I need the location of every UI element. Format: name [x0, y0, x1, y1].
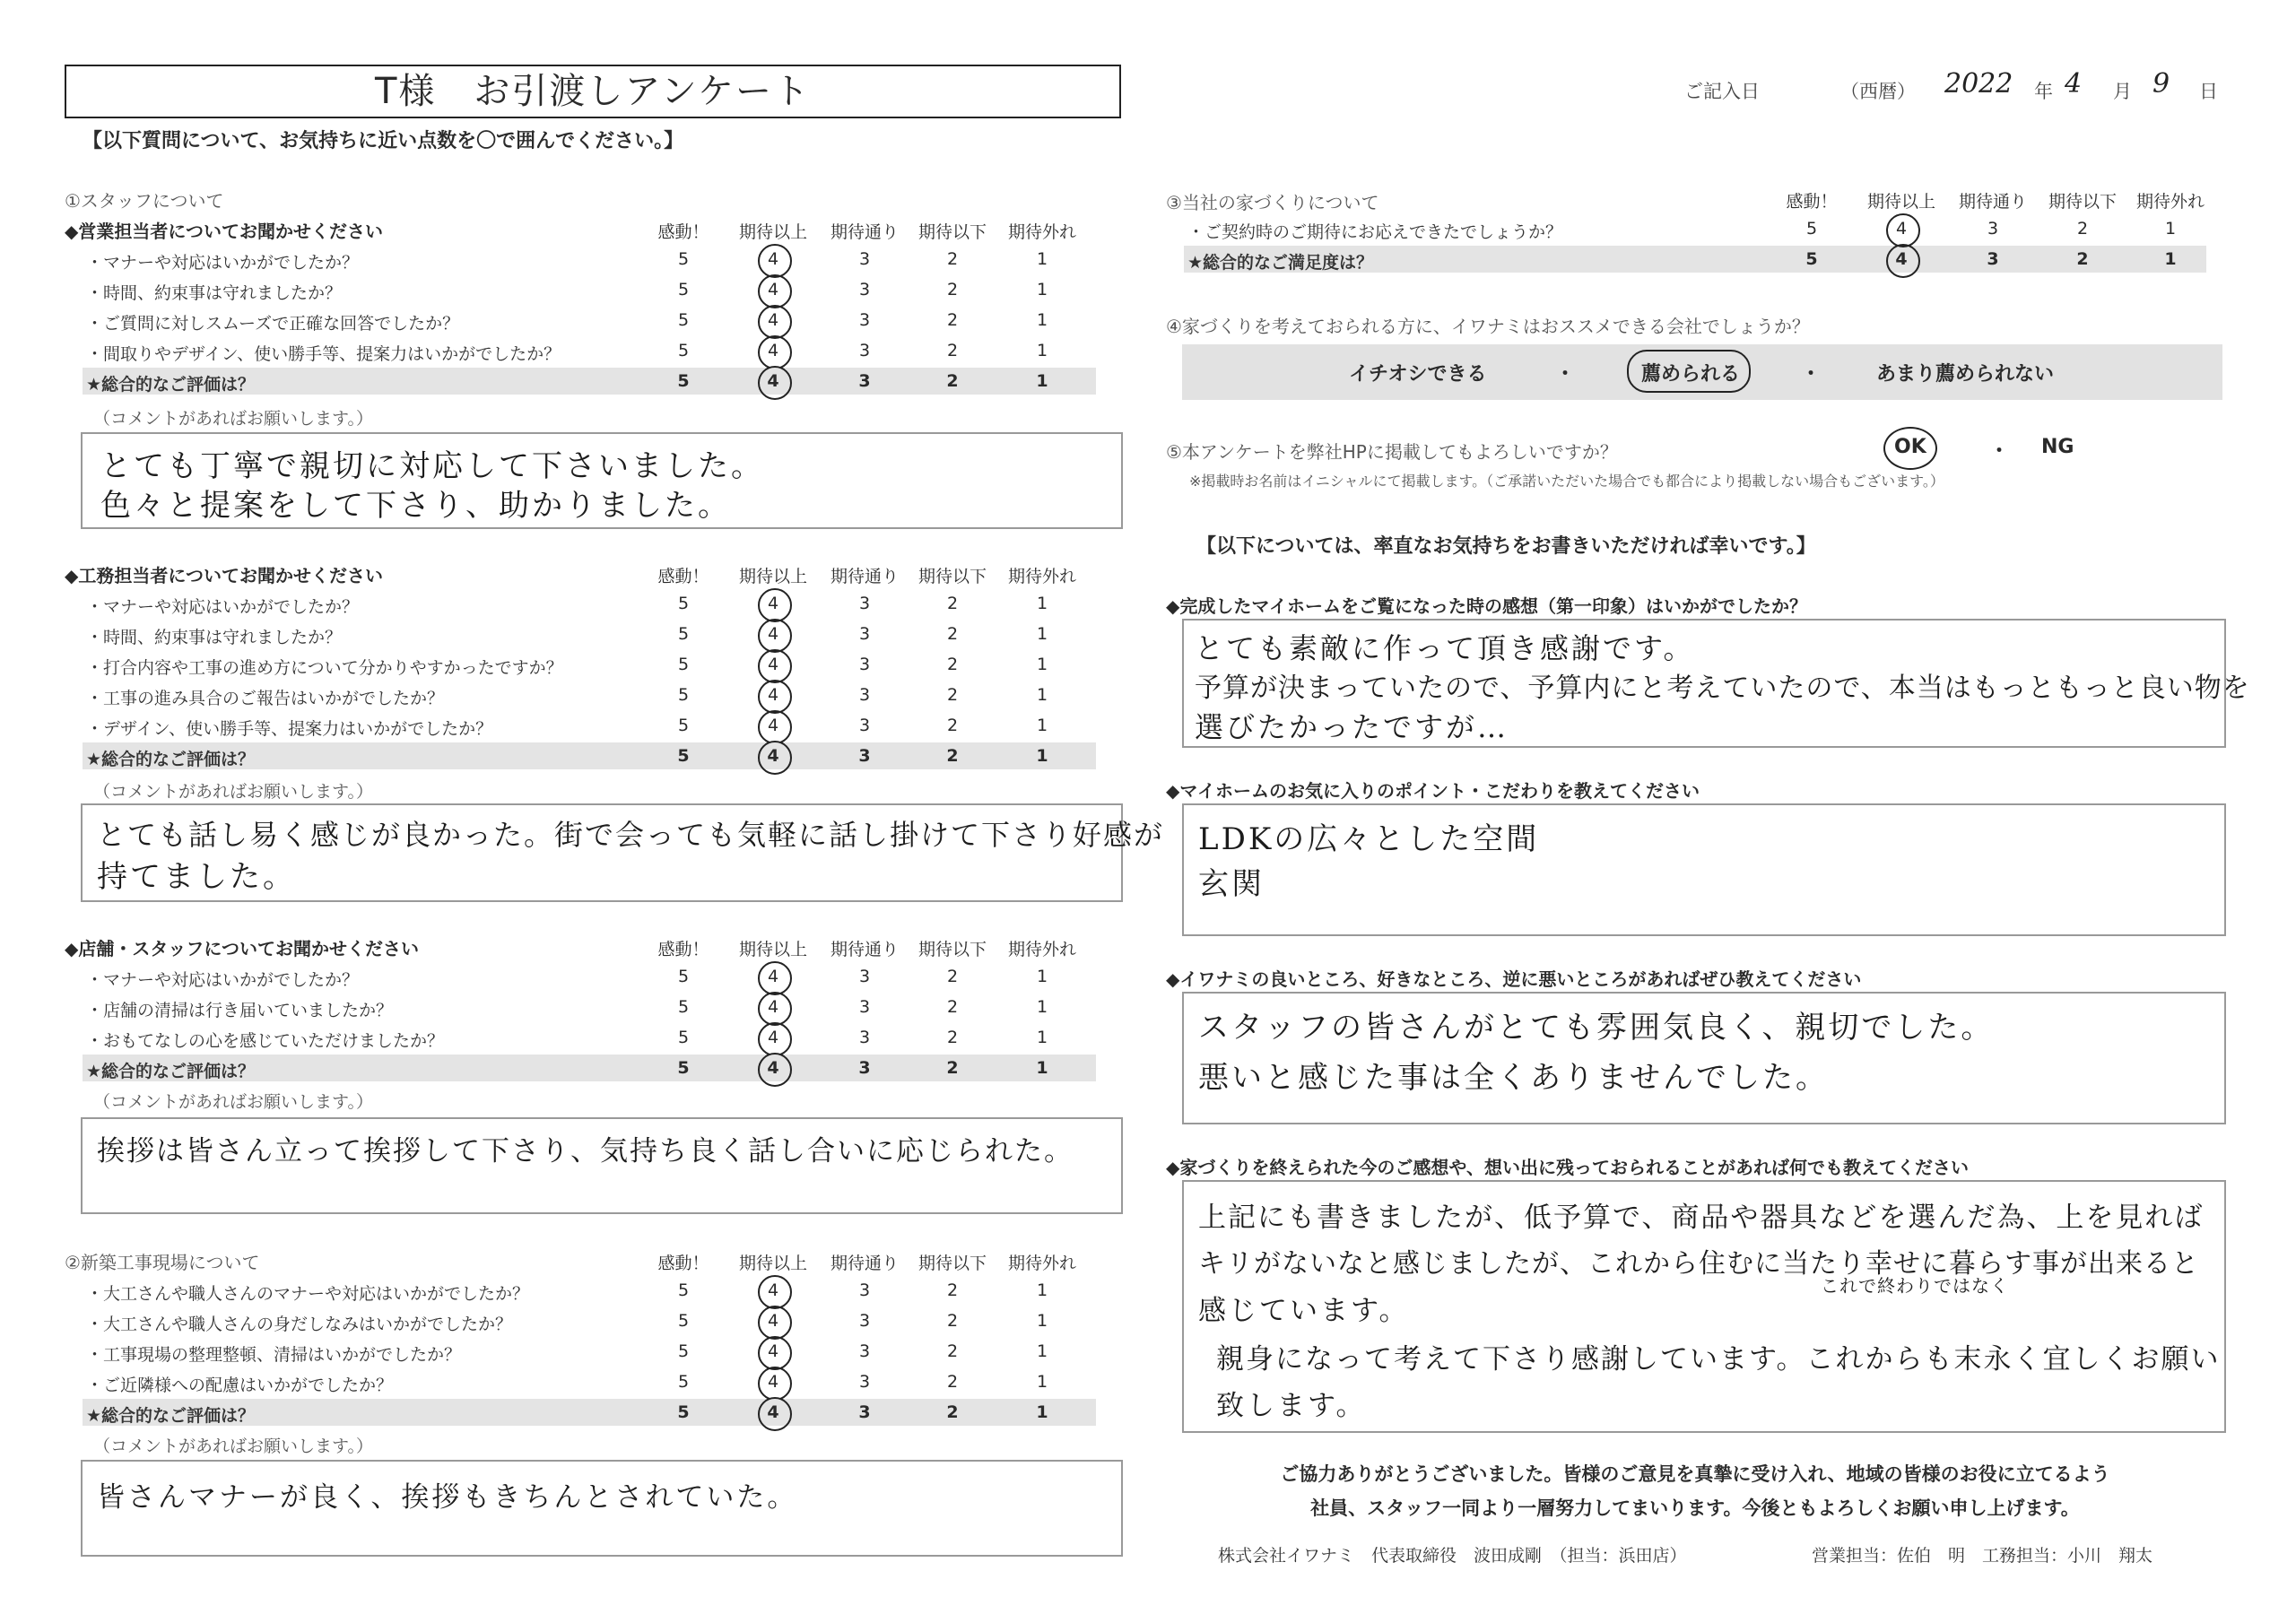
site-comment-line: 皆さんマナーが良く、挨拶もきちんとされていた。: [97, 1481, 798, 1514]
scale-header: 期待外れ: [1007, 940, 1076, 959]
score-option[interactable]: 3: [858, 685, 871, 705]
house-question: ・ご契約時のご期待にお応えできたでしょうか？: [1187, 222, 1563, 242]
total-score-option[interactable]: 3: [858, 1058, 871, 1078]
scale-header: 感動！: [657, 940, 709, 959]
score-option[interactable]: 1: [1036, 1280, 1048, 1300]
good-bad-comment-line: スタッフの皆さんがとても雰囲気良く、親切でした。: [1198, 1010, 1995, 1046]
score-option[interactable]: 1: [2164, 219, 2177, 239]
construction-question: ・マナーや対応はいかがでしたか？: [86, 597, 360, 617]
site-rating-block: [65, 1246, 1123, 1435]
good-bad-heading: ◆イワナミの良いところ、好きなところ、逆に悪いところがあればぜひ教えてください: [1166, 968, 1862, 990]
total-score-option[interactable]: 2: [2076, 249, 2089, 269]
score-option[interactable]: 4: [767, 716, 779, 735]
score-option[interactable]: 2: [946, 967, 959, 986]
favorite-comment-line: 玄関: [1198, 866, 1265, 902]
construction-rating-block: [65, 560, 1123, 779]
selected-score-circle: [758, 619, 792, 653]
score-option[interactable]: 2: [2076, 219, 2089, 239]
footer-line-1: ご協力ありがとうございました。皆様のご意見を真摯に受け入れ、地域の皆様のお役に立てるよう: [1280, 1463, 2110, 1485]
score-option[interactable]: 1: [1036, 655, 1048, 674]
score-option[interactable]: 1: [1036, 1372, 1048, 1392]
total-rating-label: ★総合的なご評価は？: [86, 375, 256, 395]
score-option[interactable]: 4: [767, 341, 779, 360]
publish-ok-circle: [1883, 427, 1937, 470]
score-option[interactable]: 3: [858, 997, 871, 1017]
total-score-option[interactable]: 3: [858, 371, 871, 391]
scale-header: 期待以上: [738, 940, 807, 959]
score-option[interactable]: 3: [858, 594, 871, 613]
selected-score-circle: [758, 1336, 792, 1370]
total-rating-label: ★総合的なご評価は？: [86, 750, 256, 769]
recommend-selected-circle: [1627, 350, 1751, 393]
selected-score-circle: [758, 335, 792, 369]
total-score-option[interactable]: 1: [1036, 1402, 1048, 1422]
score-option[interactable]: 5: [677, 716, 690, 735]
selected-total-circle: [758, 741, 792, 775]
selected-score-circle: [758, 649, 792, 683]
scale-header: 期待外れ: [1007, 1254, 1076, 1273]
publish-heading: ⑤本アンケートを弊社HPに掲載してもよろしいですか？: [1166, 441, 1618, 463]
score-option[interactable]: 5: [677, 1280, 690, 1300]
scale-header: 期待以上: [738, 1254, 807, 1273]
recommend-option-1[interactable]: イチオシできる: [1349, 363, 1487, 386]
scale-header: 期待以上: [1866, 192, 1935, 212]
score-option[interactable]: 2: [946, 249, 959, 269]
house-heading: ③当社の家づくりについて: [1166, 192, 1379, 213]
score-option[interactable]: 3: [858, 655, 871, 674]
scale-header: 期待外れ: [2135, 192, 2205, 212]
good-bad-comment-line: 悪いと感じた事は全くありませんでした。: [1198, 1060, 1829, 1096]
publish-note: ※掲載時お名前はイニシャルにて掲載します。（ご承諾いただいた場合でも都合により掲載しない場合もございます。）: [1189, 473, 1944, 490]
score-option[interactable]: 3: [858, 716, 871, 735]
score-option[interactable]: 2: [946, 655, 959, 674]
score-option[interactable]: 3: [858, 249, 871, 269]
score-option[interactable]: 5: [677, 1028, 690, 1047]
total-rating-label: ★総合的なご評価は？: [86, 1062, 256, 1081]
memories-comment-line: 致します。: [1216, 1390, 1367, 1422]
score-option[interactable]: 4: [767, 997, 779, 1017]
score-option[interactable]: 4: [767, 1028, 779, 1047]
site-question: ・大工さんや職人さんの身だしなみはいかがでしたか？: [86, 1315, 513, 1334]
site-question: ・工事現場の整理整頓、清掃はいかがでしたか？: [86, 1345, 462, 1365]
score-option[interactable]: 3: [1987, 219, 1999, 239]
date-month-unit: 月: [2113, 81, 2132, 102]
score-option[interactable]: 5: [677, 655, 690, 674]
scale-header: 期待以下: [918, 567, 987, 586]
scale-header: 期待以下: [918, 940, 987, 959]
score-option[interactable]: 5: [677, 594, 690, 613]
score-option[interactable]: 2: [946, 997, 959, 1017]
score-option[interactable]: 5: [677, 310, 690, 330]
sales-comment-box: [81, 432, 1123, 529]
score-option[interactable]: 1: [1036, 624, 1048, 644]
total-score-option[interactable]: 2: [946, 1058, 959, 1078]
total-score-option[interactable]: 3: [858, 746, 871, 766]
impression-comment-line: 選びたかったですが…: [1195, 710, 1509, 744]
construction-comment-line: とても話し易く感じが良かった。街で会っても気軽に話し掛けて下さり好感が: [97, 818, 1165, 852]
section-staff-label: ①スタッフについて: [65, 190, 224, 212]
memories-comment-line: 上記にも書きましたが、低予算で、商品や器具などを選んだ為、上を見れば: [1198, 1202, 2205, 1234]
site-comment-note: （コメントがあればお願いします。）: [93, 1436, 373, 1456]
impression-heading: ◆完成したマイホームをご覧になった時の感想（第一印象）はいかがでしたか？: [1166, 595, 1807, 617]
recommend-band: [1182, 344, 2222, 400]
total-score-option[interactable]: 2: [946, 371, 959, 391]
total-score-option[interactable]: 4: [767, 746, 779, 766]
recommend-option-3[interactable]: あまり薦められない: [1876, 363, 2055, 386]
score-option[interactable]: 4: [767, 1280, 779, 1300]
date-month: 4: [2065, 68, 2083, 100]
store-question: ・マナーや対応はいかがでしたか？: [86, 970, 360, 990]
scale-header: 感動！: [657, 1254, 709, 1273]
publish-ng[interactable]: NG: [2041, 436, 2074, 458]
staff-names: 営業担当：佐伯 明 工務担当：小川 翔太: [1812, 1546, 2153, 1566]
total-score-option[interactable]: 2: [946, 1402, 959, 1422]
score-option[interactable]: 5: [677, 280, 690, 299]
score-option[interactable]: 3: [858, 1341, 871, 1361]
score-option[interactable]: 4: [767, 624, 779, 644]
scale-header: 期待以下: [918, 222, 987, 242]
scale-header: 期待以下: [918, 1254, 987, 1273]
score-option[interactable]: 3: [858, 1372, 871, 1392]
score-option[interactable]: 2: [946, 685, 959, 705]
score-option[interactable]: 5: [677, 1311, 690, 1331]
store-question: ・おもてなしの心を感じていただけましたか？: [86, 1031, 445, 1051]
selected-total-circle: [758, 1053, 792, 1087]
memories-comment-line: キリがないなと感じましたが、これから住むに当たり幸せに暮らす事が出来ると: [1198, 1248, 2199, 1280]
scale-header: 期待通り: [830, 940, 899, 959]
score-option[interactable]: 2: [946, 1028, 959, 1047]
score-option[interactable]: 2: [946, 624, 959, 644]
company-signature: 株式会社イワナミ 代表取締役 波田成剛 （担当：浜田店）: [1218, 1546, 1687, 1566]
score-option[interactable]: 2: [946, 594, 959, 613]
total-score-option[interactable]: 5: [1805, 249, 1818, 269]
sales-question: ・間取りやデザイン、使い勝手等、提案力はいかがでしたか？: [86, 344, 561, 364]
score-option[interactable]: 1: [1036, 280, 1048, 299]
memories-comment-box: [1182, 1180, 2226, 1433]
score-option[interactable]: 1: [1036, 1311, 1048, 1331]
selected-total-circle: [758, 1397, 792, 1431]
score-option[interactable]: 2: [946, 1341, 959, 1361]
score-option[interactable]: 5: [677, 997, 690, 1017]
memories-comment-line: 親身になって考えて下さり感謝しています。これからも末永く宜しくお願い: [1216, 1343, 2221, 1376]
total-score-option[interactable]: 4: [767, 1058, 779, 1078]
selected-score-circle: [758, 680, 792, 714]
selected-score-circle: [758, 961, 792, 995]
total-score-option[interactable]: 1: [1036, 371, 1048, 391]
store-comment-box: [81, 1117, 1123, 1214]
score-option[interactable]: 1: [1036, 249, 1048, 269]
score-option[interactable]: 4: [1895, 219, 1908, 239]
score-option[interactable]: 4: [767, 310, 779, 330]
sales-comment-line: 色々と提案をして下さり、助かりました。: [100, 488, 731, 524]
score-option[interactable]: 4: [767, 655, 779, 674]
score-option[interactable]: 1: [1036, 997, 1048, 1017]
favorite-comment-line: LDKの広々とした空間: [1198, 821, 1540, 857]
score-option[interactable]: 4: [767, 1341, 779, 1361]
selected-score-circle: [758, 588, 792, 622]
score-option[interactable]: 3: [858, 341, 871, 360]
recommend-separator: ・: [1801, 363, 1822, 386]
memories-heading: ◆家づくりを終えられた今のご感想や、想い出に残っておられることがあれば何でも教えてください: [1166, 1157, 1969, 1178]
total-score-option[interactable]: 5: [677, 371, 690, 391]
sales-question: ・時間、約束事は守れましたか？: [86, 283, 343, 303]
scale-header: 期待以上: [738, 567, 807, 586]
selected-score-circle: [758, 1306, 792, 1340]
score-option[interactable]: 5: [677, 1372, 690, 1392]
scale-header: 感動！: [657, 567, 709, 586]
sales-heading: ◆営業担当者についてお聞かせください: [65, 221, 383, 242]
construction-question: ・時間、約束事は守れましたか？: [86, 628, 343, 647]
site-heading: ②新築工事現場について: [65, 1252, 260, 1273]
total-score-option[interactable]: 1: [1036, 1058, 1048, 1078]
construction-comment-line: 持てました。: [97, 859, 296, 895]
free-intro: 【以下については、率直なお気持ちをお書きいただければ幸いです。】: [1196, 535, 1816, 558]
scale-header: 期待以下: [2048, 192, 2117, 212]
total-score-option[interactable]: 5: [677, 1402, 690, 1422]
sales-comment-line: とても丁寧で親切に対応して下さいました。: [100, 448, 764, 484]
scale-header: 感動！: [657, 222, 709, 242]
score-option[interactable]: 4: [767, 967, 779, 986]
recommend-option-2[interactable]: 薦められる: [1641, 363, 1741, 386]
date-label: ご記入日: [1684, 81, 1760, 102]
favorite-comment-box: [1182, 803, 2226, 936]
score-option[interactable]: 3: [858, 1028, 871, 1047]
publish-separator: ・: [1989, 440, 2010, 463]
score-option[interactable]: 5: [677, 685, 690, 705]
construction-heading: ◆工務担当者についてお聞かせください: [65, 565, 383, 586]
score-option[interactable]: 4: [767, 1311, 779, 1331]
scale-header: 期待通り: [830, 567, 899, 586]
selected-score-circle: [758, 1367, 792, 1401]
total-score-option[interactable]: 2: [946, 746, 959, 766]
score-option[interactable]: 4: [767, 249, 779, 269]
score-option[interactable]: 4: [767, 280, 779, 299]
construction-question: ・工事の進み具合のご報告はいかがでしたか？: [86, 689, 445, 708]
instructions: 【以下質問について、お気持ちに近い点数を〇で囲んでください。】: [83, 130, 684, 152]
score-option[interactable]: 3: [858, 310, 871, 330]
total-rating-label: ★総合的なご評価は？: [86, 1406, 256, 1426]
score-option[interactable]: 2: [946, 1372, 959, 1392]
score-option[interactable]: 1: [1036, 1028, 1048, 1047]
sales-comment-note: （コメントがあればお願いします。）: [93, 409, 373, 429]
score-option[interactable]: 2: [946, 1311, 959, 1331]
recommend-separator: ・: [1555, 363, 1576, 386]
sales-question: ・ご質問に対しスムーズで正確な回答でしたか？: [86, 314, 460, 334]
score-option[interactable]: 1: [1036, 594, 1048, 613]
store-heading: ◆店舗・スタッフについてお聞かせください: [65, 938, 419, 959]
total-score-option[interactable]: 5: [677, 1058, 690, 1078]
sales-rating-block: [65, 215, 1123, 408]
selected-score-circle: [758, 274, 792, 308]
scale-header: 期待通り: [830, 222, 899, 242]
score-option[interactable]: 4: [767, 1372, 779, 1392]
scale-header: 期待以上: [738, 222, 807, 242]
total-score-option[interactable]: 3: [1987, 249, 1999, 269]
score-option[interactable]: 2: [946, 280, 959, 299]
impression-comment-box: [1182, 619, 2250, 748]
publish-ok[interactable]: OK: [1894, 436, 1926, 458]
scale-header: 感動！: [1786, 192, 1838, 212]
date-day-unit: 日: [2199, 81, 2218, 102]
date-day: 9: [2152, 68, 2170, 100]
survey-title: T様 お引渡しアンケート: [65, 65, 1121, 118]
total-score-option[interactable]: 4: [767, 1402, 779, 1422]
score-option[interactable]: 5: [677, 1341, 690, 1361]
score-option[interactable]: 5: [1805, 219, 1818, 239]
footer-line-2: 社員、スタッフ一同より一層努力してまいります。今後ともよろしくお願い申し上げます。: [1310, 1497, 2080, 1519]
score-option[interactable]: 1: [1036, 310, 1048, 330]
selected-total-circle: [758, 366, 792, 400]
selected-score-circle: [758, 305, 792, 339]
memories-comment-line: 感じています。: [1198, 1295, 1410, 1327]
date-era: （西暦）: [1840, 81, 1916, 102]
score-option[interactable]: 2: [946, 341, 959, 360]
store-rating-block: [65, 933, 1123, 1089]
score-option[interactable]: 2: [946, 310, 959, 330]
scale-header: 期待通り: [830, 1254, 899, 1273]
score-option[interactable]: 3: [858, 1280, 871, 1300]
favorite-heading: ◆マイホームのお気に入りのポイント・こだわりを教えてください: [1166, 780, 1700, 802]
total-score-option[interactable]: 3: [858, 1402, 871, 1422]
total-score-option[interactable]: 5: [677, 746, 690, 766]
score-option[interactable]: 1: [1036, 1341, 1048, 1361]
memories-insert-note: これで終わりではなく: [1821, 1275, 2009, 1297]
score-option[interactable]: 3: [858, 624, 871, 644]
score-option[interactable]: 4: [767, 685, 779, 705]
score-option[interactable]: 5: [677, 341, 690, 360]
score-option[interactable]: 3: [858, 280, 871, 299]
site-comment-box: [81, 1460, 1123, 1557]
score-option[interactable]: 5: [677, 967, 690, 986]
score-option[interactable]: 1: [1036, 341, 1048, 360]
date-year-unit: 年: [2034, 81, 2053, 102]
impression-comment-line: 予算が決まっていたので、予算内にと考えていたので、本当はもっともっと良い物を: [1195, 673, 2250, 704]
selected-score-circle: [1886, 244, 1920, 278]
recommend-heading: ④家づくりを考えておられる方に、イワナミはおススメできる会社でしょうか？: [1166, 316, 1810, 337]
selected-score-circle: [758, 710, 792, 744]
good-bad-comment-box: [1182, 992, 2226, 1124]
construction-comment-box: [81, 803, 1165, 902]
selected-score-circle: [758, 992, 792, 1026]
sales-question: ・マナーや対応はいかがでしたか？: [86, 253, 360, 273]
date-year: 2022: [1944, 68, 2013, 100]
house-total-label: ★総合的なご満足度は？: [1187, 253, 1374, 273]
scale-header: 期待外れ: [1007, 567, 1076, 586]
score-option[interactable]: 3: [858, 967, 871, 986]
score-option[interactable]: 2: [946, 716, 959, 735]
store-question: ・店舗の清掃は行き届いていましたか？: [86, 1001, 394, 1020]
total-score-option[interactable]: 4: [1895, 249, 1908, 269]
score-option[interactable]: 5: [677, 249, 690, 269]
scale-header: 期待外れ: [1007, 222, 1076, 242]
score-option[interactable]: 2: [946, 1280, 959, 1300]
score-option[interactable]: 1: [1036, 967, 1048, 986]
store-comment-note: （コメントがあればお願いします。）: [93, 1092, 373, 1112]
score-option[interactable]: 4: [767, 594, 779, 613]
total-score-option[interactable]: 4: [767, 371, 779, 391]
construction-question: ・打合内容や工事の進め方について分かりやすかったですか？: [86, 658, 563, 678]
construction-comment-note: （コメントがあればお願いします。）: [93, 782, 373, 802]
total-score-option[interactable]: 1: [2164, 249, 2177, 269]
score-option[interactable]: 5: [677, 624, 690, 644]
selected-score-circle: [758, 1022, 792, 1056]
house-rating-block: [1166, 188, 2224, 278]
impression-comment-line: とても素敵に作って頂き感謝です。: [1195, 631, 1695, 665]
site-question: ・大工さんや職人さんのマナーや対応はいかがでしたか？: [86, 1284, 530, 1304]
total-score-option[interactable]: 1: [1036, 746, 1048, 766]
selected-score-circle: [1886, 213, 1920, 247]
selected-score-circle: [758, 244, 792, 278]
site-question: ・ご近隣様への配慮はいかがでしたか？: [86, 1376, 394, 1395]
selected-score-circle: [758, 1275, 792, 1309]
score-option[interactable]: 1: [1036, 685, 1048, 705]
scale-header: 期待通り: [1958, 192, 2027, 212]
construction-question: ・デザイン、使い勝手等、提案力はいかがでしたか？: [86, 719, 493, 739]
score-option[interactable]: 1: [1036, 716, 1048, 735]
score-option[interactable]: 3: [858, 1311, 871, 1331]
store-comment-line: 挨拶は皆さん立って挨拶して下さり、気持ち良く話し合いに応じられた。: [97, 1135, 1074, 1167]
